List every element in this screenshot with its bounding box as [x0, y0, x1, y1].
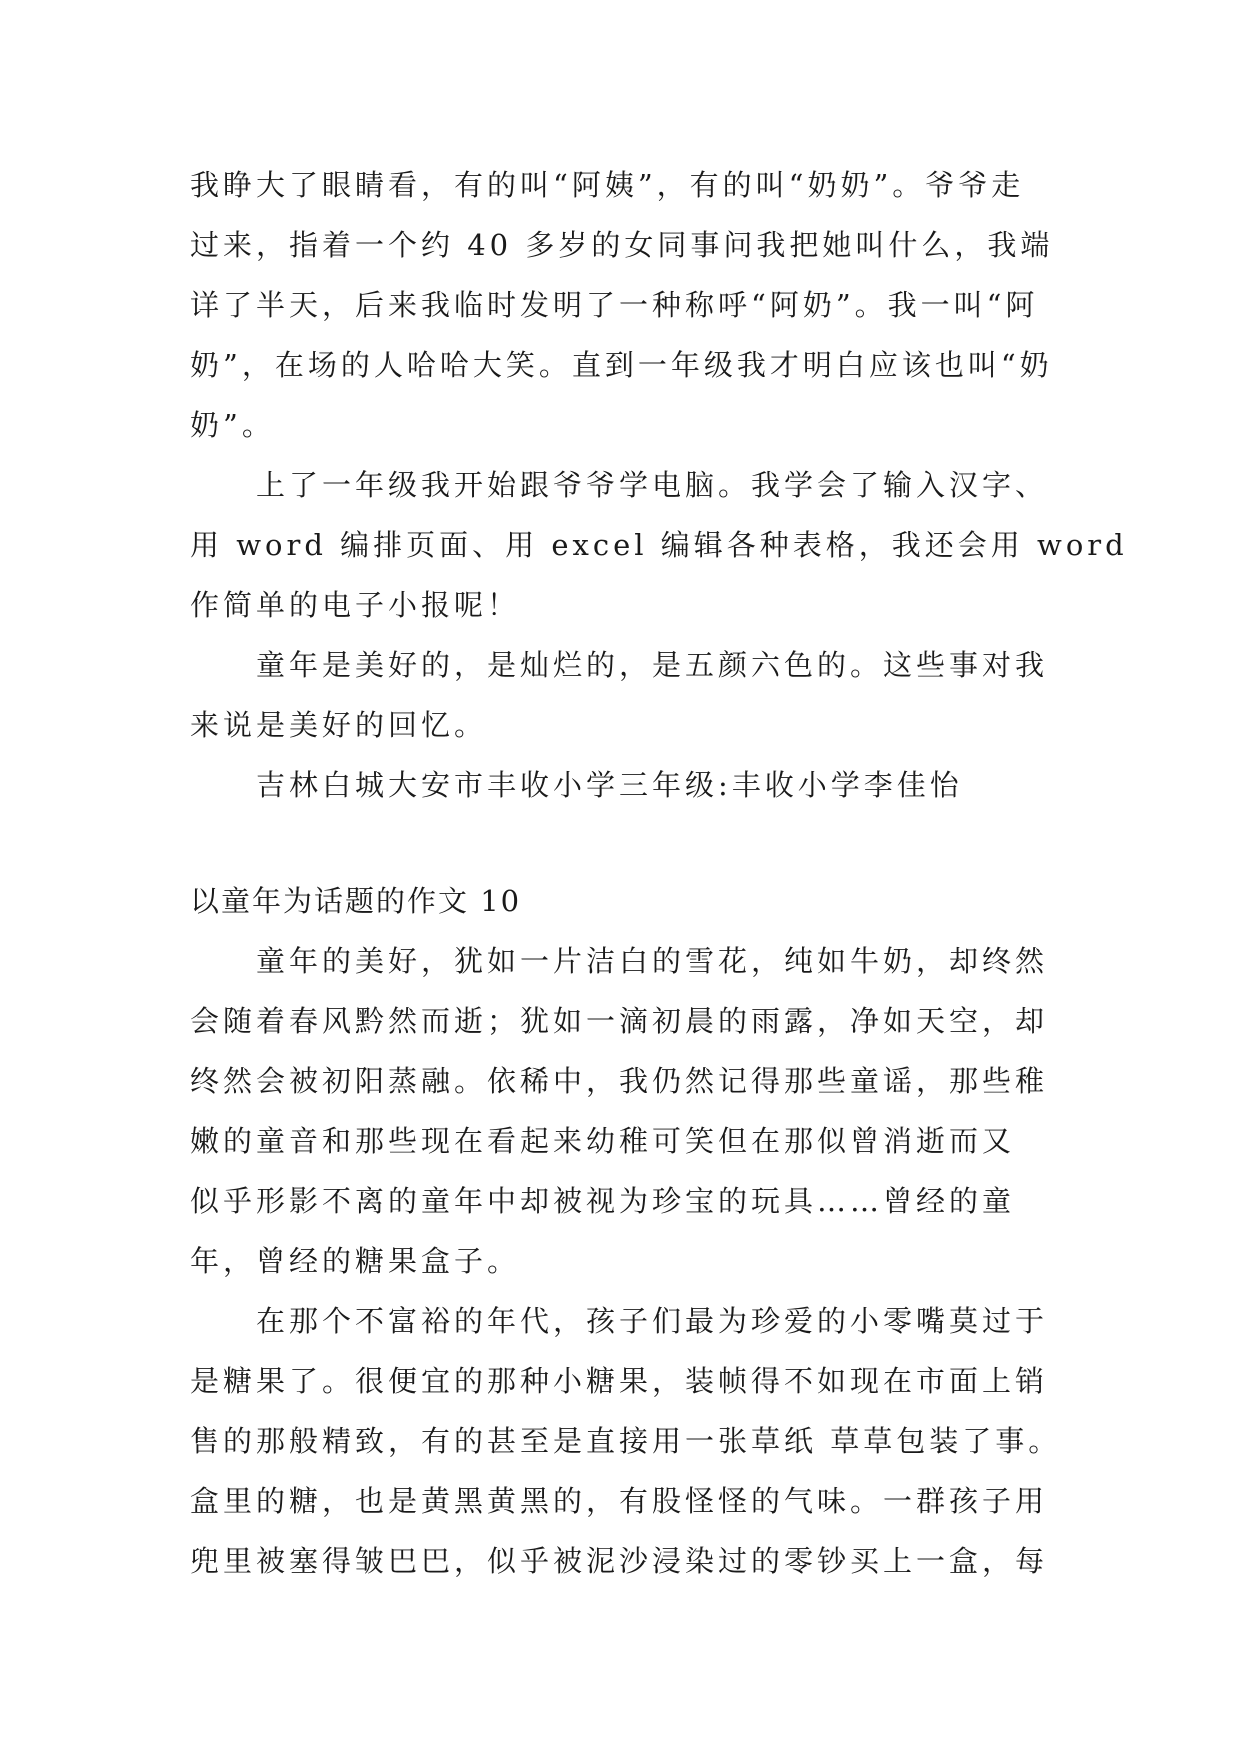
text-line: 奶”。: [190, 408, 275, 442]
paragraph-4: [190, 931, 1070, 1291]
text-line: 盒里的糖，也是黄黑黄黑的，有股怪怪的气味。一群孩子用: [190, 1484, 1049, 1518]
text-line: 上了一年级我开始跟爷爷学电脑。我学会了输入汉字、: [256, 468, 1049, 502]
text-line: 是糖果了。很便宜的那种小糖果，装帧得不如现在市面上销: [190, 1364, 1049, 1398]
paragraph-3: [190, 635, 1070, 755]
text-line: 童年的美好，犹如一片洁白的雪花，纯如牛奶，却终然: [256, 944, 1049, 978]
text-line: 用 word 编排页面、用 excel 编辑各种表格，我还会用 word: [190, 528, 1128, 562]
author-signature: 吉林白城大安市丰收小学三年级:丰收小学李佳怡: [256, 768, 963, 802]
text-line: 年，曾经的糖果盒子。: [190, 1244, 521, 1278]
paragraph-2: [190, 455, 1128, 635]
text-line: 嫩的童音和那些现在看起来幼稚可笑但在那似曾消逝而又: [190, 1124, 1016, 1158]
text-line: 来说是美好的回忆。: [190, 708, 488, 742]
text-line: 我睁大了眼睛看，有的叫“阿姨”，有的叫“奶奶”。爷爷走: [190, 168, 1025, 202]
document-body: [190, 155, 1128, 1591]
text-line: 详了半天，后来我临时发明了一种称呼“阿奶”。我一叫“阿: [190, 288, 1039, 322]
text-line: 童年是美好的，是灿烂的，是五颜六色的。这些事对我: [256, 648, 1049, 682]
text-line: 似乎形影不离的童年中却被视为珍宝的玩具……曾经的童: [190, 1184, 1016, 1218]
text-line: 售的那般精致，有的甚至是直接用一张草纸 草草包装了事。: [190, 1424, 1062, 1458]
section-gap: [190, 815, 1070, 871]
text-line: 会随着春风黔然而逝；犹如一滴初晨的雨露，净如天空，却: [190, 1004, 1049, 1038]
essay-title: 以童年为话题的作文 10: [190, 884, 522, 918]
text-line: 兜里被塞得皱巴巴，似乎被泥沙浸染过的零钞买上一盒，每: [190, 1544, 1049, 1578]
paragraph-1: [190, 155, 1070, 455]
text-line: 在那个不富裕的年代，孩子们最为珍爱的小零嘴莫过于: [256, 1304, 1049, 1338]
text-line: 过来，指着一个约 40 多岁的女同事问我把她叫什么，我端: [190, 228, 1054, 262]
paragraph-5: [190, 1291, 1070, 1591]
text-line: 终然会被初阳蒸融。依稀中，我仍然记得那些童谣，那些稚: [190, 1064, 1049, 1098]
text-line: 奶”，在场的人哈哈大笑。直到一年级我才明白应该也叫“奶: [190, 348, 1053, 382]
text-line: 作简单的电子小报呢！: [190, 588, 521, 622]
